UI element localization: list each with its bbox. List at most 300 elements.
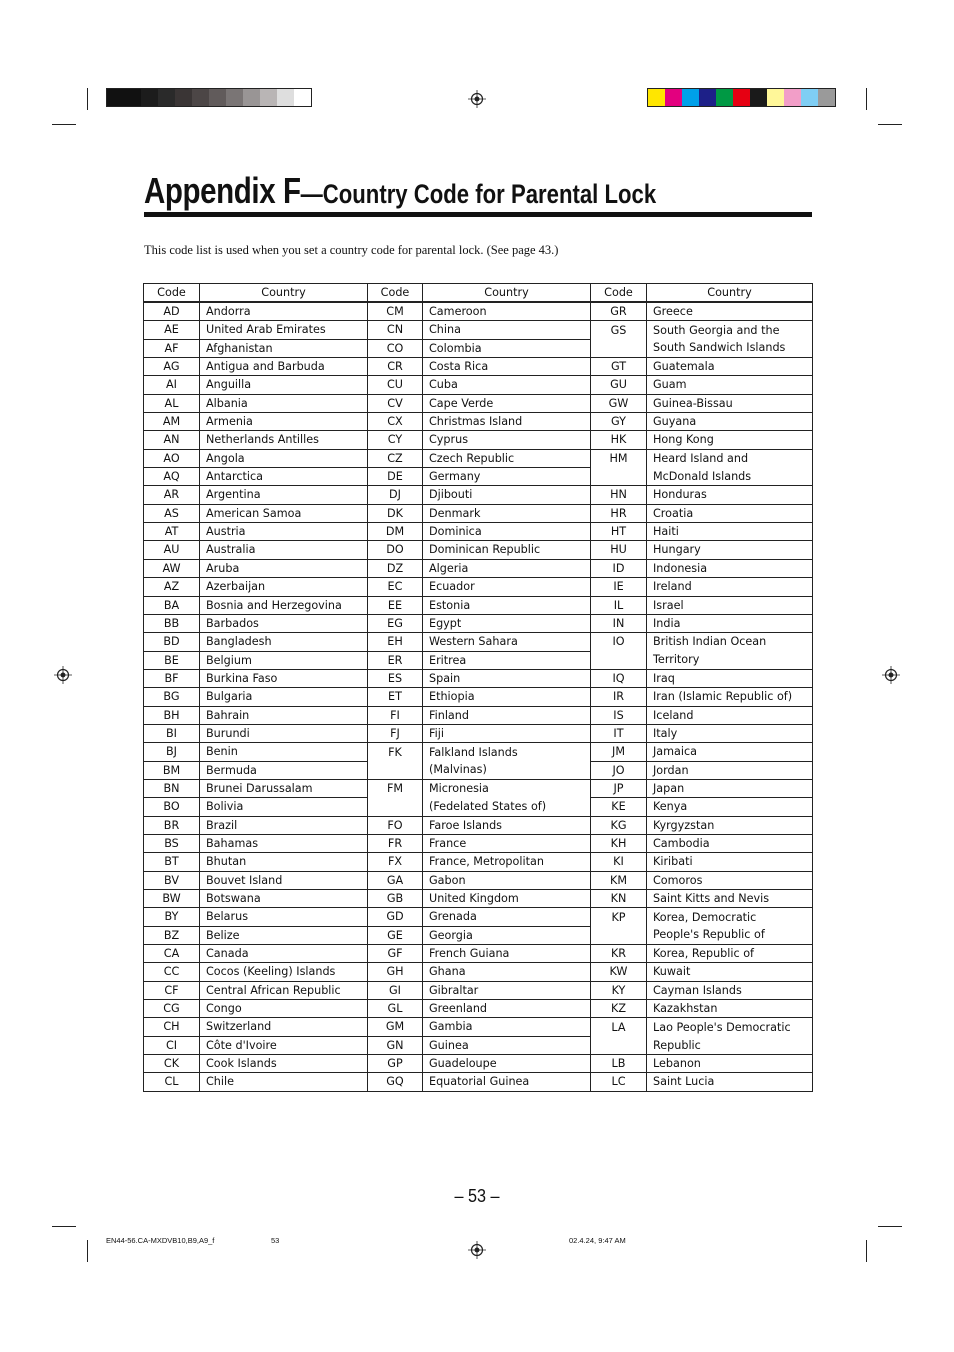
country-code-cell: CR <box>368 358 423 376</box>
country-name-cell: Korea, Republic of <box>647 945 813 963</box>
table-row <box>144 890 813 908</box>
country-code-cell: CN <box>368 321 423 339</box>
intro-text: This code list is used when you set a country code for parental lock. (See page 43.) <box>144 243 559 257</box>
country-code-cell <box>368 798 423 816</box>
country-name-cell: Germany <box>423 468 591 486</box>
country-code-cell: CY <box>368 431 423 449</box>
country-name-cell: Guinea <box>423 1036 591 1054</box>
country-code-cell: CI <box>144 1036 200 1054</box>
country-code-cell: AQ <box>144 468 200 486</box>
country-name-cell: Grenada <box>423 908 591 926</box>
registration-mark-icon <box>468 1241 486 1259</box>
country-name-cell: Italy <box>647 724 813 742</box>
country-name-cell: Ireland <box>647 578 813 596</box>
country-code-cell: AD <box>144 302 200 321</box>
country-name-cell: American Samoa <box>200 504 368 522</box>
country-code-cell: BV <box>144 871 200 889</box>
country-code-table <box>143 283 813 1092</box>
country-code-cell: CF <box>144 981 200 999</box>
country-code-cell: IS <box>591 706 647 724</box>
country-code-cell: KM <box>591 871 647 889</box>
country-code-cell: GH <box>368 963 423 981</box>
country-code-cell: BT <box>144 853 200 871</box>
country-code-cell: KI <box>591 853 647 871</box>
country-name-cell: France <box>423 834 591 852</box>
country-name-cell: Gibraltar <box>423 981 591 999</box>
country-name-cell: Netherlands Antilles <box>200 431 368 449</box>
table-row <box>144 816 813 834</box>
crop-mark <box>52 1226 76 1227</box>
footer-page: 53 <box>271 1236 280 1245</box>
color-swatch <box>260 89 277 106</box>
country-name-cell: Belgium <box>200 651 368 669</box>
country-code-cell: HM <box>591 449 647 467</box>
country-code-cell: IR <box>591 688 647 706</box>
color-swatch <box>141 89 158 106</box>
country-code-cell: JP <box>591 779 647 797</box>
country-code-cell: GN <box>368 1036 423 1054</box>
country-name-cell: Guadeloupe <box>423 1055 591 1073</box>
table-row <box>144 798 813 816</box>
table-row <box>144 1000 813 1018</box>
country-code-cell: GM <box>368 1018 423 1036</box>
color-swatch <box>750 89 767 106</box>
country-code-cell: FI <box>368 706 423 724</box>
color-swatch <box>107 89 124 106</box>
table-row <box>144 1055 813 1073</box>
country-code-cell: AS <box>144 504 200 522</box>
color-swatch <box>192 89 209 106</box>
country-name-cell: Bolivia <box>200 798 368 816</box>
color-swatch <box>648 89 665 106</box>
country-code-cell: EH <box>368 633 423 651</box>
table-body <box>144 302 813 1091</box>
country-code-cell: HR <box>591 504 647 522</box>
country-code-cell: DJ <box>368 486 423 504</box>
country-name-cell: Iran (Islamic Republic of) <box>647 688 813 706</box>
table-row <box>144 468 813 486</box>
country-code-cell: AG <box>144 358 200 376</box>
country-code-cell: AI <box>144 376 200 394</box>
country-code-cell: HT <box>591 523 647 541</box>
country-code-cell: GI <box>368 981 423 999</box>
country-code-cell: BM <box>144 761 200 779</box>
country-name-cell: Finland <box>423 706 591 724</box>
country-name-cell: Cyprus <box>423 431 591 449</box>
country-name-cell: Belarus <box>200 908 368 926</box>
country-name-cell: Bhutan <box>200 853 368 871</box>
country-code-cell: HK <box>591 431 647 449</box>
country-name-cell: McDonald Islands <box>647 468 813 486</box>
crop-mark <box>866 1240 867 1262</box>
country-code-cell: KW <box>591 963 647 981</box>
crop-mark <box>878 124 902 125</box>
country-code-cell: BE <box>144 651 200 669</box>
country-code-cell: IO <box>591 633 647 651</box>
country-name-cell: Kazakhstan <box>647 1000 813 1018</box>
country-name-cell: Australia <box>200 541 368 559</box>
country-code-cell: AO <box>144 449 200 467</box>
table-row <box>144 724 813 742</box>
country-name-cell: Djibouti <box>423 486 591 504</box>
country-code-cell: FJ <box>368 724 423 742</box>
crop-mark <box>878 1226 902 1227</box>
country-code-cell: HU <box>591 541 647 559</box>
country-name-cell: Western Sahara <box>423 633 591 651</box>
registration-mark-icon <box>468 90 486 108</box>
registration-mark-icon <box>54 666 72 684</box>
country-name-cell: Azerbaijan <box>200 578 368 596</box>
table-row <box>144 504 813 522</box>
footer-file: EN44-56.CA-MXDVB10,B9,A9_f <box>106 1236 215 1245</box>
country-name-cell: Colombia <box>423 339 591 357</box>
country-name-cell: Eritrea <box>423 651 591 669</box>
table-row <box>144 1036 813 1054</box>
country-name-cell: Equatorial Guinea <box>423 1073 591 1091</box>
color-swatch <box>801 89 818 106</box>
country-name-cell: Guatemala <box>647 358 813 376</box>
country-name-cell: Côte d'Ivoire <box>200 1036 368 1054</box>
country-code-cell: DK <box>368 504 423 522</box>
country-name-cell: United Kingdom <box>423 890 591 908</box>
table-row <box>144 486 813 504</box>
country-name-cell: Armenia <box>200 413 368 431</box>
country-code-cell: BZ <box>144 926 200 944</box>
country-code-cell: AR <box>144 486 200 504</box>
country-code-cell: IT <box>591 724 647 742</box>
country-name-cell: Burkina Faso <box>200 669 368 687</box>
table-row <box>144 449 813 467</box>
country-code-cell: AT <box>144 523 200 541</box>
country-code-cell: AM <box>144 413 200 431</box>
country-name-cell: Lebanon <box>647 1055 813 1073</box>
country-code-cell: JM <box>591 743 647 761</box>
color-swatch <box>243 89 260 106</box>
country-code-cell: FM <box>368 779 423 797</box>
table-row <box>144 614 813 632</box>
country-code-cell: ER <box>368 651 423 669</box>
country-name-cell: Comoros <box>647 871 813 889</box>
color-swatch <box>818 89 835 106</box>
country-code-cell: GT <box>591 358 647 376</box>
country-name-cell: Ghana <box>423 963 591 981</box>
country-code-cell <box>591 1036 647 1054</box>
country-name-cell: Guam <box>647 376 813 394</box>
country-name-cell: Guyana <box>647 413 813 431</box>
country-name-cell: Hong Kong <box>647 431 813 449</box>
country-name-cell: Georgia <box>423 926 591 944</box>
country-name-cell: Canada <box>200 945 368 963</box>
country-code-cell: IN <box>591 614 647 632</box>
country-code-cell: CL <box>144 1073 200 1091</box>
country-code-cell <box>591 339 647 357</box>
country-code-cell <box>591 651 647 669</box>
header-code: Code <box>144 284 200 303</box>
country-name-cell: Heard Island and <box>647 449 813 467</box>
country-name-cell: Andorra <box>200 302 368 321</box>
country-code-cell: KZ <box>591 1000 647 1018</box>
country-name-cell: Brazil <box>200 816 368 834</box>
country-name-cell: Faroe Islands <box>423 816 591 834</box>
country-name-cell: Cayman Islands <box>647 981 813 999</box>
title-rule <box>144 212 812 217</box>
country-code-cell: AE <box>144 321 200 339</box>
color-swatch <box>124 89 141 106</box>
country-code-cell: EE <box>368 596 423 614</box>
country-code-cell: BA <box>144 596 200 614</box>
color-swatch <box>158 89 175 106</box>
country-name-cell: Dominican Republic <box>423 541 591 559</box>
country-code-cell: CV <box>368 394 423 412</box>
crop-mark <box>866 88 867 110</box>
country-name-cell: Bouvet Island <box>200 871 368 889</box>
country-code-cell <box>591 926 647 944</box>
country-name-cell: Bahrain <box>200 706 368 724</box>
country-code-cell: KN <box>591 890 647 908</box>
country-code-cell: BS <box>144 834 200 852</box>
country-name-cell: Anguilla <box>200 376 368 394</box>
country-name-cell: Algeria <box>423 559 591 577</box>
country-name-cell: Israel <box>647 596 813 614</box>
color-swatch <box>226 89 243 106</box>
country-code-cell: AU <box>144 541 200 559</box>
country-code-cell: KP <box>591 908 647 926</box>
country-name-cell: Botswana <box>200 890 368 908</box>
table-row <box>144 853 813 871</box>
country-name-cell: Estonia <box>423 596 591 614</box>
country-code-cell: GP <box>368 1055 423 1073</box>
table-row <box>144 358 813 376</box>
country-name-cell: (Fedelated States of) <box>423 798 591 816</box>
country-name-cell: United Arab Emirates <box>200 321 368 339</box>
country-name-cell: Central African Republic <box>200 981 368 999</box>
title-main: Appendix F <box>144 170 301 211</box>
country-code-cell: GR <box>591 302 647 321</box>
country-code-cell: EG <box>368 614 423 632</box>
color-swatch <box>175 89 192 106</box>
table-row <box>144 981 813 999</box>
page-number: – 53 – <box>454 1186 500 1206</box>
country-name-cell: India <box>647 614 813 632</box>
country-code-cell: CH <box>144 1018 200 1036</box>
table-row <box>144 871 813 889</box>
table-row <box>144 908 813 926</box>
country-name-cell: Switzerland <box>200 1018 368 1036</box>
country-name-cell: Ecuador <box>423 578 591 596</box>
table-row <box>144 761 813 779</box>
country-name-cell: Gabon <box>423 871 591 889</box>
country-name-cell: Aruba <box>200 559 368 577</box>
table-row <box>144 834 813 852</box>
country-name-cell: Ethiopia <box>423 688 591 706</box>
country-name-cell: Cuba <box>423 376 591 394</box>
table-row <box>144 1018 813 1036</box>
country-code-cell: LA <box>591 1018 647 1036</box>
table-row <box>144 596 813 614</box>
country-name-cell: Indonesia <box>647 559 813 577</box>
country-code-cell: DM <box>368 523 423 541</box>
table-row <box>144 633 813 651</box>
table-row <box>144 321 813 339</box>
color-swatch <box>716 89 733 106</box>
country-name-cell: Republic <box>647 1036 813 1054</box>
country-code-cell: BJ <box>144 743 200 761</box>
country-name-cell: Chile <box>200 1073 368 1091</box>
country-code-cell: CM <box>368 302 423 321</box>
crop-mark <box>87 88 88 110</box>
country-name-cell: People's Republic of <box>647 926 813 944</box>
country-name-cell: Denmark <box>423 504 591 522</box>
country-name-cell: Congo <box>200 1000 368 1018</box>
country-code-cell: ET <box>368 688 423 706</box>
country-name-cell: Territory <box>647 651 813 669</box>
country-code-cell: CC <box>144 963 200 981</box>
country-name-cell: Brunei Darussalam <box>200 779 368 797</box>
country-name-cell: Saint Lucia <box>647 1073 813 1091</box>
country-name-cell: Cape Verde <box>423 394 591 412</box>
country-code-cell: AW <box>144 559 200 577</box>
country-name-cell: Hungary <box>647 541 813 559</box>
table-row <box>144 926 813 944</box>
country-name-cell: British Indian Ocean <box>647 633 813 651</box>
country-name-cell: Bangladesh <box>200 633 368 651</box>
country-name-cell: Greenland <box>423 1000 591 1018</box>
country-code-cell: CO <box>368 339 423 357</box>
country-code-cell: LC <box>591 1073 647 1091</box>
country-name-cell: Cook Islands <box>200 1055 368 1073</box>
country-code-cell: GW <box>591 394 647 412</box>
header-country: Country <box>423 284 591 303</box>
country-name-cell: Greece <box>647 302 813 321</box>
country-name-cell: South Sandwich Islands <box>647 339 813 357</box>
country-code-cell: ES <box>368 669 423 687</box>
table-row <box>144 541 813 559</box>
country-name-cell: Guinea-Bissau <box>647 394 813 412</box>
country-name-cell: Haiti <box>647 523 813 541</box>
grayscale-color-bar <box>106 88 312 107</box>
country-name-cell: Angola <box>200 449 368 467</box>
title-sub: —Country Code for Parental Lock <box>300 179 657 209</box>
country-name-cell: Barbados <box>200 614 368 632</box>
country-name-cell: Honduras <box>647 486 813 504</box>
table-row <box>144 339 813 357</box>
country-code-cell: GB <box>368 890 423 908</box>
country-name-cell: Lao People's Democratic <box>647 1018 813 1036</box>
country-code-cell: CU <box>368 376 423 394</box>
country-code-cell: AN <box>144 431 200 449</box>
color-swatch <box>682 89 699 106</box>
country-code-cell: GL <box>368 1000 423 1018</box>
country-code-cell: DE <box>368 468 423 486</box>
color-swatch <box>733 89 750 106</box>
country-code-cell: GS <box>591 321 647 339</box>
country-code-cell: AZ <box>144 578 200 596</box>
color-swatch <box>209 89 226 106</box>
country-name-cell: Argentina <box>200 486 368 504</box>
country-code-cell: DZ <box>368 559 423 577</box>
country-name-cell: Cocos (Keeling) Islands <box>200 963 368 981</box>
country-code-cell: BN <box>144 779 200 797</box>
country-code-cell: GE <box>368 926 423 944</box>
color-swatch <box>767 89 784 106</box>
table-row <box>144 559 813 577</box>
country-name-cell: Kenya <box>647 798 813 816</box>
country-name-cell: Christmas Island <box>423 413 591 431</box>
registration-mark-icon <box>882 666 900 684</box>
country-code-cell: ID <box>591 559 647 577</box>
country-name-cell: Kuwait <box>647 963 813 981</box>
country-name-cell: Iraq <box>647 669 813 687</box>
country-code-cell: GU <box>591 376 647 394</box>
country-name-cell: Cambodia <box>647 834 813 852</box>
country-code-cell: IQ <box>591 669 647 687</box>
country-name-cell: France, Metropolitan <box>423 853 591 871</box>
table-row <box>144 431 813 449</box>
table-row <box>144 651 813 669</box>
country-name-cell: Kiribati <box>647 853 813 871</box>
table-row <box>144 945 813 963</box>
country-code-cell: BH <box>144 706 200 724</box>
country-name-cell: Iceland <box>647 706 813 724</box>
country-name-cell: Antigua and Barbuda <box>200 358 368 376</box>
country-code-cell: GA <box>368 871 423 889</box>
country-name-cell: Afghanistan <box>200 339 368 357</box>
country-code-cell: CA <box>144 945 200 963</box>
country-name-cell: Cameroon <box>423 302 591 321</box>
country-name-cell: Bermuda <box>200 761 368 779</box>
country-name-cell: Belize <box>200 926 368 944</box>
country-code-cell: BW <box>144 890 200 908</box>
country-name-cell: Burundi <box>200 724 368 742</box>
table-row <box>144 413 813 431</box>
header-country: Country <box>647 284 813 303</box>
country-code-cell: FR <box>368 834 423 852</box>
crop-mark <box>52 124 76 125</box>
table-row <box>144 376 813 394</box>
crop-mark <box>87 1240 88 1262</box>
color-swatch <box>784 89 801 106</box>
table-row <box>144 743 813 761</box>
country-name-cell: Albania <box>200 394 368 412</box>
country-code-cell: DO <box>368 541 423 559</box>
page-title <box>144 170 656 212</box>
country-name-cell: Czech Republic <box>423 449 591 467</box>
country-name-cell: Antarctica <box>200 468 368 486</box>
country-name-cell: Egypt <box>423 614 591 632</box>
country-code-cell: EC <box>368 578 423 596</box>
country-code-cell: BF <box>144 669 200 687</box>
country-code-cell: BB <box>144 614 200 632</box>
country-name-cell: Japan <box>647 779 813 797</box>
country-code-cell: KR <box>591 945 647 963</box>
country-name-cell: China <box>423 321 591 339</box>
table-row <box>144 669 813 687</box>
country-name-cell: Croatia <box>647 504 813 522</box>
table-row <box>144 706 813 724</box>
header-code: Code <box>591 284 647 303</box>
country-code-cell: KY <box>591 981 647 999</box>
country-code-cell: AL <box>144 394 200 412</box>
table-row <box>144 688 813 706</box>
table-row <box>144 523 813 541</box>
country-name-cell: Saint Kitts and Nevis <box>647 890 813 908</box>
country-code-cell: LB <box>591 1055 647 1073</box>
country-name-cell: French Guiana <box>423 945 591 963</box>
country-name-cell: South Georgia and the <box>647 321 813 339</box>
table-row <box>144 394 813 412</box>
country-name-cell: Falkland Islands <box>423 743 591 761</box>
table-row <box>144 963 813 981</box>
